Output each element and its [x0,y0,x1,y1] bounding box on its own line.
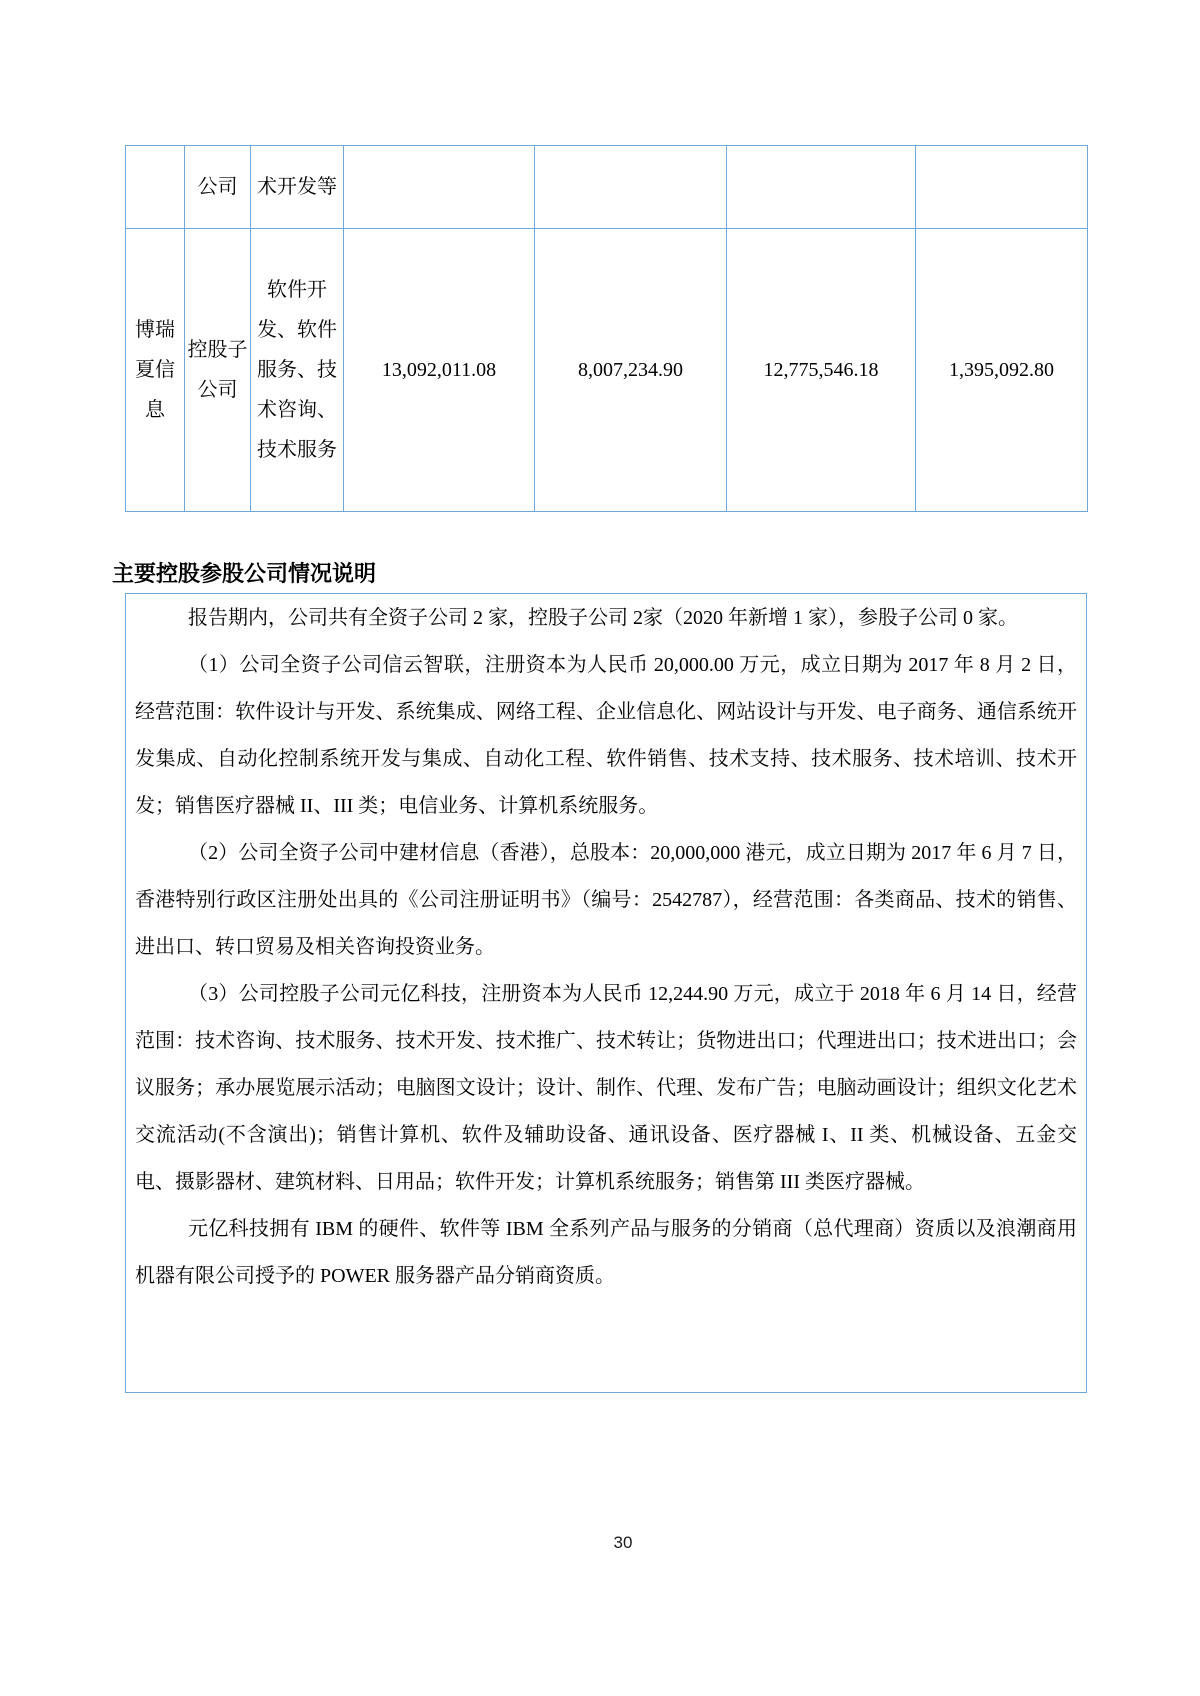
cell-amount-1: 13,092,011.08 [344,229,535,512]
subsidiaries-description-box [125,593,1087,1393]
cell-amount-cont-1 [344,146,535,229]
table-row [126,146,1088,229]
cell-company-cont [126,146,185,229]
cell-amount-2: 8,007,234.90 [535,229,727,512]
cell-scope-cont: 术开发等 [251,146,344,229]
subsidiaries-table [125,145,1088,512]
cell-amount-cont-3 [727,146,916,229]
cell-amount-cont-2 [535,146,727,229]
cell-type-cont: 公司 [185,146,251,229]
cell-amount-cont-4 [916,146,1088,229]
table-row [126,229,1088,512]
cell-business-scope: 软件开发、软件服务、技术咨询、技术服务 [251,229,344,512]
paragraph-subsidiary-3: （3）公司控股子公司元亿科技，注册资本为人民币 12,244.90 万元，成立于 2018 年 6 月 14 日，经营范围：技术咨询、技术服务、技术开发、技术推广、技术转让；货物进出口；代理进出口；技术进出口；会议服务；承办展览展示活动；电脑图文设计；设计、制作、代理、发布广告；电脑动画设计；组织文化艺术交流活动(不含演出)；销售计算机、软件及辅助设备、通讯设备、医疗器械 I、II 类、机械设备、五金交电、摄影器材、建筑材料、日用品；软件开发；计算机系统服务；销售第 III 类医疗器械。 [135,983,1077,1193]
cell-amount-3: 12,775,546.18 [727,229,916,512]
paragraph-qualifications: 元亿科技拥有 IBM 的硬件、软件等 IBM 全系列产品与服务的分销商（总代理商）资质以及浪潮商用机器有限公司授予的 POWER 服务器产品分销商资质。 [135,1218,1077,1287]
page-number: 30 [613,1533,633,1552]
cell-company-name: 博瑞夏信息 [126,229,185,512]
cell-amount-4: 1,395,092.80 [916,229,1088,512]
paragraph-subsidiary-1: （1）公司全资子公司信云智联，注册资本为人民币 20,000.00 万元，成立日期为 2017 年 8 月 2 日，经营范围：软件设计与开发、系统集成、网络工程、企业信息化、网站设计与开发、电子商务、通信系统开发集成、自动化控制系统开发与集成、自动化工程、软件销售、技术支持、技术服务、技术培训、技术开发；销售医疗器械 II、III 类；电信业务、计算机系统服务。 [135,654,1077,817]
section-heading: 主要控股参股公司情况说明 [112,561,377,586]
paragraph-subsidiary-2: （2）公司全资子公司中建材信息（香港），总股本：20,000,000 港元，成立日期为 2017 年 6 月 7 日，香港特别行政区注册处出具的《公司注册证明书》（编号：2542787），经营范围：各类商品、技术的销售、进出口、转口贸易及相关咨询投资业务。 [135,842,1077,958]
cell-company-type: 控股子公司 [185,229,251,512]
subsidiaries-table-wrap [125,145,1088,512]
paragraph-summary: 报告期内，公司共有全资子公司 2 家，控股子公司 2家（2020 年新增 1 家），参股子公司 0 家。 [188,607,1018,629]
